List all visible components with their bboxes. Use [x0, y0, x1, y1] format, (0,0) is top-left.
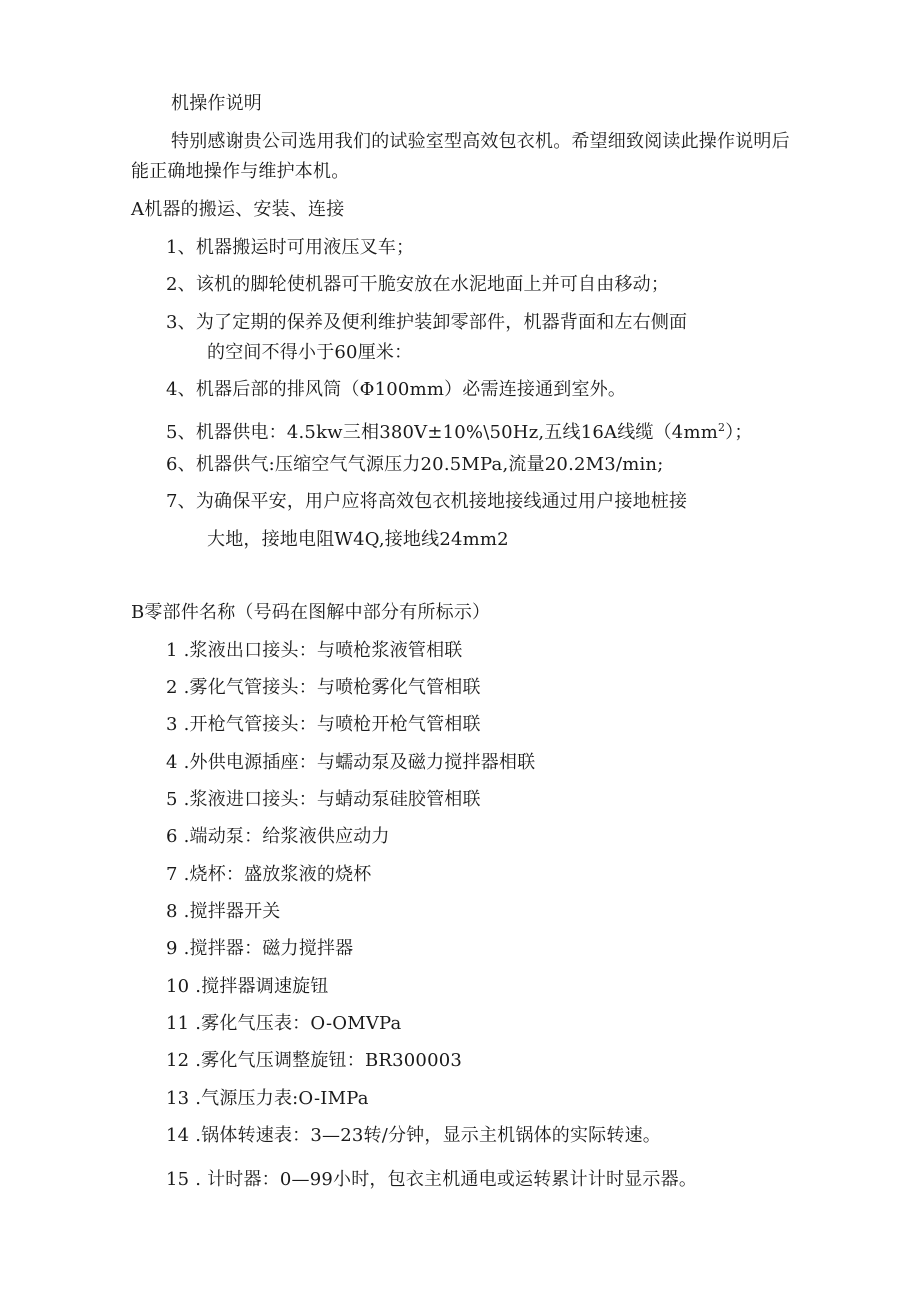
part-item-8: 8 .搅拌器开关: [166, 901, 281, 922]
section-a-item-3-cont: 的空间不得小于60厘米：: [207, 342, 413, 363]
item-5-superscript: 2: [718, 421, 726, 434]
section-a-item-5: [166, 416, 753, 445]
section-a-item-7-cont: 大地，接地电阻W4Q,接地线24mm2: [207, 529, 509, 550]
part-item-5: 5 .浆液进口接头：与蜻动泵硅胶管相联: [166, 789, 481, 810]
part-item-2: 2 .雾化气管接头：与喷枪雾化气管相联: [166, 677, 481, 698]
intro-line-1: 特别感谢贵公司选用我们的试验室型高效包衣机。希望细致阅读此操作说明后: [171, 131, 790, 152]
part-item-15: 15 . 计时器：0—99小时，包衣主机通电或运转累计计时显示器。: [166, 1169, 698, 1190]
page-title: 机操作说明: [171, 93, 262, 114]
item-5-text: 5、机器供电：4.5kw三相380V±10%\50Hz,五线16A线缆（4mm: [166, 422, 718, 443]
part-item-10: 10 .搅拌器调速旋钮: [166, 976, 329, 997]
section-a-item-7: 7、为确保平安，用户应将高效包衣机接地接线通过用户接地桩接: [166, 491, 688, 512]
part-item-14: 14 .锅体转速表：3—23转/分钟，显示主机锅体的实际转速。: [166, 1125, 661, 1146]
section-a-item-6: 6、机器供气:压缩空气气源压力20.5MPa,流量20.2M3∕min;: [166, 454, 664, 475]
section-a-item-1: 1、机器搬运时可用液压叉车；: [166, 237, 415, 258]
section-a-item-2: 2、该机的脚轮使机器可干脆安放在水泥地面上并可自由移动；: [166, 274, 670, 295]
part-item-12: 12 .雾化气压调整旋钮：BR300003: [166, 1050, 463, 1071]
section-b-heading: B零部件名称（号码在图解中部分有所标示）: [131, 602, 491, 623]
intro-line-2: 能正确地操作与维护本机。: [131, 161, 350, 182]
part-item-9: 9 .搅拌器：磁力搅拌器: [166, 938, 354, 959]
section-a-item-4: 4、机器后部的排风筒（Φ100mm）必需连接通到室外。: [166, 379, 627, 400]
part-item-11: 11 .雾化气压表：O-OMVPa: [166, 1013, 402, 1034]
part-item-7: 7 .烧杯：盛放浆液的烧杯: [166, 864, 372, 885]
part-item-1: 1 .浆液出口接头：与喷枪浆液管相联: [166, 640, 463, 661]
part-item-3: 3 .开枪气管接头：与喷枪开枪气管相联: [166, 714, 481, 735]
section-a-item-3: 3、为了定期的保养及便利维护装卸零部件，机器背面和左右侧面: [166, 312, 688, 333]
part-item-6: 6 .端动泵：给浆液供应动力: [166, 826, 390, 847]
part-item-4: 4 .外供电源插座：与蠕动泵及磁力搅拌器相联: [166, 752, 536, 773]
part-item-13: 13 .气源压力表:O-IMPa: [166, 1088, 369, 1109]
item-5-tail: ）；: [725, 422, 753, 443]
section-a-heading: A机器的搬运、安装、连接: [131, 199, 345, 220]
